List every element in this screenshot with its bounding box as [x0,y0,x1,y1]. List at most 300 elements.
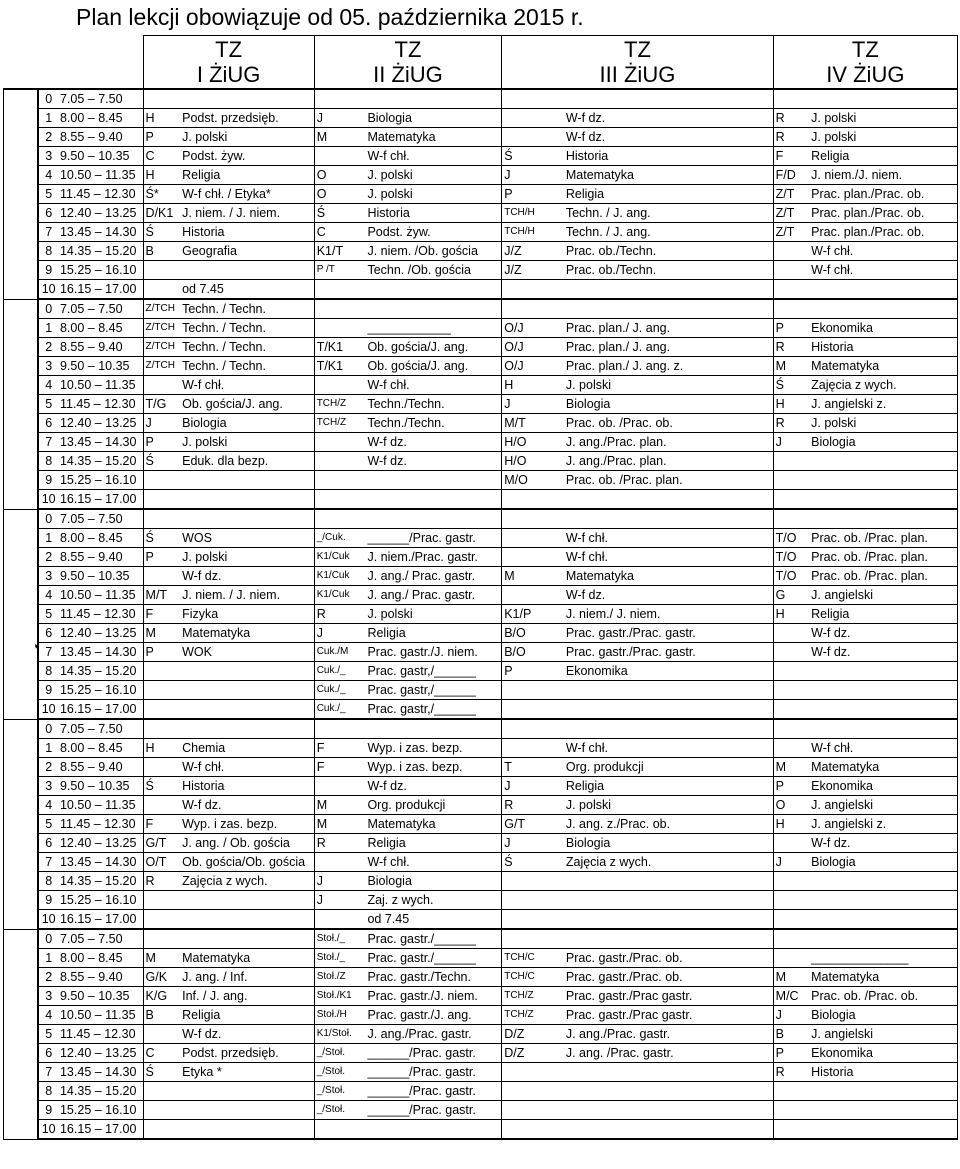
room-code [314,299,365,319]
timetable-row [4,261,958,280]
lesson-time: 11.45 – 12.30 [58,185,143,204]
subject: Matematyka [365,815,501,834]
timetable-row [4,681,958,700]
lesson-time: 14.35 – 15.20 [58,1082,143,1101]
lesson-number: 5 [38,395,58,414]
room-code: F [314,739,365,758]
room-code: F [773,147,809,166]
room-code [773,471,809,490]
subject: J. polski [365,185,501,204]
subject: J. polski [365,166,501,185]
subject: W-f dz. [809,643,957,662]
subject: Techn./Techn. [365,414,501,433]
subject: Prac. gastr./______ [365,949,501,968]
room-code: O/J [502,338,564,357]
room-code: K1/P [502,605,564,624]
subject: W-f chł. [564,739,773,758]
subject: W-f chł. [564,548,773,567]
room-code [773,1120,809,1140]
subject [809,1120,957,1140]
room-code: M [502,567,564,586]
room-code: P [502,662,564,681]
subject [564,1063,773,1082]
room-code: C [143,1044,180,1063]
room-code: G/K [143,968,180,987]
subject: Prac. ob. /Prac. ob. [809,987,957,1006]
subject: J. niem./J. niem. [809,166,957,185]
timetable-row [4,147,958,166]
room-code: Ś [143,1063,180,1082]
lesson-time: 8.55 – 9.40 [58,968,143,987]
lesson-time: 15.25 – 16.10 [58,681,143,700]
subject: J. polski [564,376,773,395]
room-code [143,929,180,949]
timetable-row [4,1082,958,1101]
lesson-time: 8.55 – 9.40 [58,338,143,357]
room-code: M [314,815,365,834]
subject: J. polski [809,128,957,147]
subject [564,872,773,891]
subject: Historia [180,777,314,796]
subject: W-f dz. [809,624,957,643]
subject [564,700,773,720]
room-code: P [143,548,180,567]
subject: Prac. ob. /Prac. plan. [809,548,957,567]
room-code: K1/Stoł. [314,1025,365,1044]
room-code [502,89,564,109]
subject: Prac. plan./ J. ang. z. [564,357,773,376]
subject: W-f chł. [365,376,501,395]
day-label: ŚRODA [4,509,39,719]
timetable-row [4,796,958,815]
lesson-number: 6 [38,1044,58,1063]
room-code [314,452,365,471]
timetable-row [4,376,958,395]
room-code: H [773,395,809,414]
room-code: O/J [502,357,564,376]
room-code: J [314,624,365,643]
subject: J. polski [365,605,501,624]
room-code [502,586,564,605]
subject [809,700,957,720]
subject: Techn. /Ob. gościa [365,261,501,280]
lesson-time: 8.00 – 8.45 [58,319,143,338]
timetable-row [4,567,958,586]
room-code [502,1101,564,1120]
lesson-time: 12.40 – 13.25 [58,624,143,643]
lesson-time: 8.55 – 9.40 [58,548,143,567]
timetable [3,35,958,1140]
subject: W-f dz. [564,128,773,147]
subject: Prac. gastr./Prac. gastr. [564,643,773,662]
subject [180,490,314,510]
room-code: Stoł./K1 [314,987,365,1006]
lesson-time: 15.25 – 16.10 [58,471,143,490]
timetable-row [4,853,958,872]
subject: Biologia [180,414,314,433]
subject: J. polski [180,128,314,147]
class-header: TZ I ŻiUG [143,36,314,90]
subject: Biologia [365,109,501,128]
room-code: T/O [773,529,809,548]
lesson-time: 7.05 – 7.50 [58,719,143,739]
lesson-number: 7 [38,433,58,452]
room-code: Cuk./M [314,643,365,662]
lesson-number: 2 [38,338,58,357]
timetable-row [4,968,958,987]
subject: J. niem. / J. niem. [180,204,314,223]
timetable-row [4,204,958,223]
room-code: R [773,1063,809,1082]
subject: Fizyka [180,605,314,624]
room-code: Ś [143,529,180,548]
subject: Historia [180,223,314,242]
subject: Zaj. z wych. [365,891,501,910]
subject: Religia [564,777,773,796]
room-code [502,891,564,910]
room-code [143,471,180,490]
lesson-time: 13.45 – 14.30 [58,853,143,872]
lesson-number: 9 [38,1101,58,1120]
subject: Podst. żyw. [365,223,501,242]
lesson-time: 9.50 – 10.35 [58,357,143,376]
lesson-number: 7 [38,1063,58,1082]
room-code [314,433,365,452]
room-code: P [143,643,180,662]
subject: Zajęcia z wych. [180,872,314,891]
subject [180,471,314,490]
subject: Prac. gastr./Prac gastr. [564,987,773,1006]
timetable-row [4,490,958,510]
room-code: Z/TCH [143,319,180,338]
subject: ______/Prac. gastr. [365,529,501,548]
timetable-row [4,1120,958,1140]
lesson-time: 15.25 – 16.10 [58,891,143,910]
subject: Biologia [564,395,773,414]
subject: W-f chł. [180,376,314,395]
room-code [143,681,180,700]
subject: J. angielski z. [809,395,957,414]
room-code [502,739,564,758]
subject [180,509,314,529]
subject: J. ang./ Prac. gastr. [365,567,501,586]
subject: Techn./Techn. [365,395,501,414]
lesson-number: 5 [38,815,58,834]
room-code: J [314,109,365,128]
subject [365,490,501,510]
room-code: J/Z [502,261,564,280]
subject: Prac. gastr./Techn. [365,968,501,987]
subject: ______________ [809,949,957,968]
timetable-row [4,414,958,433]
room-code [773,872,809,891]
lesson-time: 8.55 – 9.40 [58,128,143,147]
lesson-time: 11.45 – 12.30 [58,1025,143,1044]
lesson-number: 0 [38,509,58,529]
room-code: TCH/H [502,204,564,223]
subject [809,662,957,681]
timetable-row [4,223,958,242]
room-code [773,452,809,471]
room-code [143,261,180,280]
subject: Ekonomika [809,319,957,338]
lesson-number: 1 [38,109,58,128]
room-code [314,1120,365,1140]
timetable-row [4,815,958,834]
room-code: _/Stoł. [314,1101,365,1120]
page-title: Plan lekcji obowiązuje od 05. października 2015 r. [76,4,584,30]
room-code [143,662,180,681]
lesson-number: 1 [38,529,58,548]
timetable-row [4,338,958,357]
lesson-number: 10 [38,1120,58,1140]
subject: J. ang./Prac. plan. [564,452,773,471]
room-code: T [502,758,564,777]
timetable-row [4,929,958,949]
subject: Prac. gastr./J. niem. [365,987,501,1006]
subject: J. niem./Prac. gastr. [365,548,501,567]
timetable-row [4,548,958,567]
lesson-number: 10 [38,700,58,720]
room-code: D/Z [502,1044,564,1063]
room-code: P [143,128,180,147]
room-code [773,719,809,739]
room-code: M/T [502,414,564,433]
subject: J. niem. /Ob. gościa [365,242,501,261]
lesson-time: 13.45 – 14.30 [58,223,143,242]
subject [365,509,501,529]
timetable-row [4,1006,958,1025]
lesson-number: 8 [38,242,58,261]
subject [809,280,957,300]
subject: J. polski [180,548,314,567]
lesson-time: 11.45 – 12.30 [58,815,143,834]
subject: J. ang./Prac. gastr. [365,1025,501,1044]
subject [180,910,314,930]
room-code [773,700,809,720]
lesson-number: 1 [38,949,58,968]
room-code: M [773,357,809,376]
subject: Prac. plan./Prac. ob. [809,223,957,242]
subject: Podst. przedsięb. [180,1044,314,1063]
class-header: TZ IV ŻiUG [773,36,957,90]
timetable-row [4,529,958,548]
lesson-number: 9 [38,891,58,910]
room-code: O [314,166,365,185]
lesson-number: 4 [38,166,58,185]
room-code: G/T [143,834,180,853]
subject: Techn. / Techn. [180,319,314,338]
lesson-number: 2 [38,968,58,987]
room-code [502,490,564,510]
subject: Prac. plan./ J. ang. [564,319,773,338]
room-code [143,376,180,395]
room-code: T/G [143,395,180,414]
subject: J. polski [809,414,957,433]
lesson-number: 10 [38,490,58,510]
room-code [143,758,180,777]
subject: Matematyka [564,567,773,586]
subject: Matematyka [365,128,501,147]
subject: J. angielski [809,796,957,815]
timetable-row [4,1063,958,1082]
room-code [502,700,564,720]
room-code: G/T [502,815,564,834]
timetable-row [4,280,958,300]
subject: Biologia [809,1006,957,1025]
lesson-number: 8 [38,872,58,891]
lesson-number: 7 [38,223,58,242]
subject: J. angielski z. [809,815,957,834]
subject [809,471,957,490]
subject: Techn. / Techn. [180,299,314,319]
lesson-number: 1 [38,319,58,338]
room-code [502,280,564,300]
subject: W-f dz. [180,567,314,586]
room-code: C [314,223,365,242]
subject [809,490,957,510]
room-code: J [773,433,809,452]
lesson-time: 11.45 – 12.30 [58,605,143,624]
subject: Matematyka [809,968,957,987]
lesson-time: 8.00 – 8.45 [58,949,143,968]
lesson-number: 2 [38,548,58,567]
subject: Prac. ob. /Prac. plan. [809,567,957,586]
lesson-time: 16.15 – 17.00 [58,490,143,510]
subject: J. polski [180,433,314,452]
subject: Ekonomika [809,777,957,796]
lesson-time: 11.45 – 12.30 [58,395,143,414]
lesson-number: 4 [38,1006,58,1025]
timetable-row [4,987,958,1006]
lesson-time: 7.05 – 7.50 [58,929,143,949]
subject: Religia [809,605,957,624]
subject [809,1082,957,1101]
subject: Prac. gastr./Prac gastr. [564,1006,773,1025]
lesson-time: 12.40 – 13.25 [58,204,143,223]
subject: Prac. gastr,/______ [365,700,501,720]
subject: Wyp. i zas. bezp. [365,739,501,758]
subject: ____________ [365,319,501,338]
subject [564,681,773,700]
room-code: Ś [143,777,180,796]
room-code: O/T [143,853,180,872]
lesson-time: 14.35 – 15.20 [58,452,143,471]
subject: W-f dz. [180,1025,314,1044]
subject: W-f chł. / Etyka* [180,185,314,204]
subject: W-f dz. [564,586,773,605]
timetable-body [4,89,958,1139]
subject: W-f dz. [365,777,501,796]
lesson-time: 9.50 – 10.35 [58,777,143,796]
lesson-number: 0 [38,89,58,109]
lesson-number: 1 [38,739,58,758]
room-code: H [773,605,809,624]
subject: J. niem. / J. niem. [180,586,314,605]
lesson-time: 12.40 – 13.25 [58,414,143,433]
room-code: R [773,414,809,433]
room-code [143,1082,180,1101]
lesson-time: 7.05 – 7.50 [58,89,143,109]
subject: Biologia [564,834,773,853]
room-code [773,89,809,109]
room-code [143,1120,180,1140]
subject: Religia [365,834,501,853]
room-code: C [143,147,180,166]
lesson-time: 12.40 – 13.25 [58,1044,143,1063]
subject: ______/Prac. gastr. [365,1063,501,1082]
subject: Ob. gościa/J. ang. [365,338,501,357]
timetable-row [4,452,958,471]
subject: W-f chł. [809,242,957,261]
room-code: Cuk./_ [314,662,365,681]
room-code: K1/Cuk [314,586,365,605]
room-code: Z/TCH [143,338,180,357]
room-code: M [143,949,180,968]
subject [809,509,957,529]
lesson-time: 8.55 – 9.40 [58,758,143,777]
lesson-time: 9.50 – 10.35 [58,147,143,166]
timetable-row [4,128,958,147]
room-code: Stoł./Z [314,968,365,987]
subject: Ob. gościa/J. ang. [180,395,314,414]
lesson-time: 14.35 – 15.20 [58,872,143,891]
room-code [314,471,365,490]
subject [809,891,957,910]
lesson-number: 0 [38,299,58,319]
lesson-time: 13.45 – 14.30 [58,433,143,452]
subject: Wyp. i zas. bezp. [180,815,314,834]
lesson-number: 6 [38,624,58,643]
subject: WOK [180,643,314,662]
subject: W-f dz. [564,109,773,128]
room-code [773,261,809,280]
timetable-row [4,739,958,758]
subject [365,471,501,490]
lesson-time: 9.50 – 10.35 [58,987,143,1006]
timetable-row [4,319,958,338]
subject [564,719,773,739]
room-code: TCH/Z [314,395,365,414]
room-code: Ś* [143,185,180,204]
room-code [773,929,809,949]
subject [564,910,773,930]
timetable-row [4,109,958,128]
lesson-time: 15.25 – 16.10 [58,1101,143,1120]
room-code: T/O [773,548,809,567]
room-code: M [314,128,365,147]
lesson-time: 12.40 – 13.25 [58,834,143,853]
subject: Inf. / J. ang. [180,987,314,1006]
room-code: R [502,796,564,815]
subject: W-f dz. [809,834,957,853]
room-code: Z/T [773,185,809,204]
subject [564,490,773,510]
lesson-time: 13.45 – 14.30 [58,1063,143,1082]
subject: Geografia [180,242,314,261]
room-code: J [314,891,365,910]
room-code: H [773,815,809,834]
room-code [314,910,365,930]
subject: Biologia [365,872,501,891]
room-code: Z/TCH [143,299,180,319]
subject [564,280,773,300]
timetable-row [4,357,958,376]
room-code [502,299,564,319]
timetable-row [4,1101,958,1120]
subject: W-f dz. [365,452,501,471]
day-label [4,89,39,299]
